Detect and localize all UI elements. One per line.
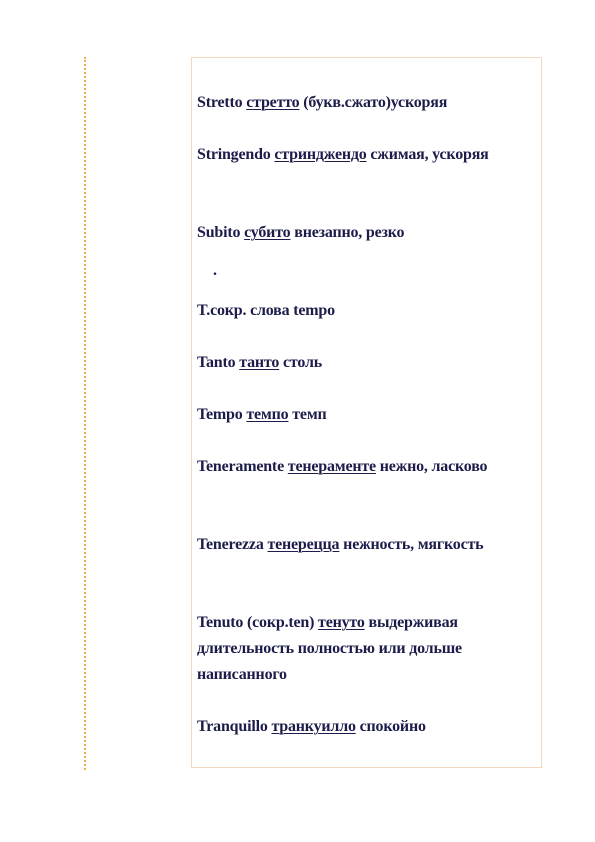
- entry-definition: спокойно: [359, 718, 426, 735]
- entry-term: Tenuto (сокр.ten): [197, 614, 315, 631]
- glossary-entry-stretto: [197, 90, 539, 116]
- entry-definition: сжимая, ускоряя: [370, 146, 489, 163]
- entry-pronunciation-link[interactable]: субито: [244, 224, 291, 241]
- glossary-entry-tranquillo: [197, 714, 539, 740]
- entry-definition: нежно, ласково: [379, 458, 488, 475]
- entry-definition: выдерживая длительность полностью или дольше написанного: [197, 614, 462, 683]
- glossary-entry-tenuto: [197, 610, 539, 688]
- glossary-entry-subito: [197, 220, 539, 246]
- entry-term: Subito: [197, 224, 241, 241]
- glossary-entry-tanto: [197, 350, 539, 376]
- entry-term: Teneramente: [197, 458, 284, 475]
- entry-pronunciation-link[interactable]: темпо: [246, 406, 289, 423]
- entry-term: Stringendo: [197, 146, 271, 163]
- entry-term: Tempo: [197, 406, 243, 423]
- entry-definition: внезапно, резко: [294, 224, 405, 241]
- entry-term: T.сокр. слова tempo: [197, 302, 335, 319]
- entry-term: Tanto: [197, 354, 236, 371]
- entry-definition: (букв.сжато)ускоряя: [303, 94, 448, 111]
- entry-definition: нежность, мягкость: [343, 536, 484, 553]
- entry-pronunciation-link[interactable]: тенераменте: [287, 458, 376, 475]
- entry-term: Tenerezza: [197, 536, 264, 553]
- entry-definition: темп: [292, 406, 327, 423]
- entry-pronunciation-link[interactable]: стретто: [246, 94, 300, 111]
- entry-pronunciation-link[interactable]: тенерецца: [267, 536, 340, 553]
- glossary-entry-tempo: [197, 402, 539, 428]
- glossary-entry-t: [197, 298, 539, 324]
- glossary-entry-tenerezza: [197, 532, 539, 558]
- entry-pronunciation-link[interactable]: транкуилло: [271, 718, 356, 735]
- entry-term: Stretto: [197, 94, 243, 111]
- entry-pronunciation-link[interactable]: тенуто: [318, 614, 365, 631]
- separator-dot: .: [213, 262, 217, 279]
- glossary-entry-stringendo: [197, 142, 539, 168]
- glossary-entry-teneramente: [197, 454, 539, 480]
- entry-definition: столь: [283, 354, 322, 371]
- entry-pronunciation-link[interactable]: стринджендо: [274, 146, 367, 163]
- entry-term: Tranquillo: [197, 718, 268, 735]
- margin-dotted-line: [84, 57, 86, 770]
- entry-pronunciation-link[interactable]: танто: [239, 354, 280, 371]
